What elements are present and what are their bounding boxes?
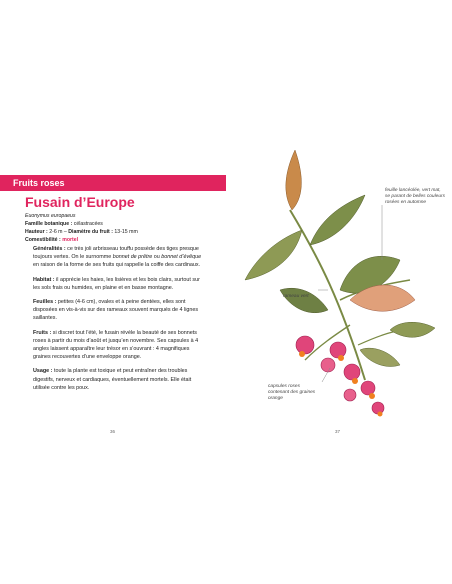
capsule [344,364,360,380]
capsule [330,342,346,358]
general-text: ce très joli arbrisseau touffu possède des tiges presque toujours vertes. On le surnomme [33,246,199,261]
left-leaf [245,230,302,280]
usage-paragraph [33,367,208,392]
diameter-value: 13-15 mm [114,229,138,235]
capsule [321,358,335,372]
top-leaf [286,150,302,210]
fruits-paragraph [33,329,208,362]
inner-leaf [280,288,328,313]
edibility-value: mortel [62,237,79,243]
page-number-left: 36 [110,429,116,434]
latin-name: Euonymus europaeus [25,213,76,219]
annotation-capsules: capsules roses contenant des graines orange [268,384,316,402]
page-number-right: 37 [335,429,341,434]
fruits-text: si discret tout l’été, le fusain révèle la beauté de ses bonnets roses à partir du mois d’août et jusqu’en novembre. Ses capsules à 4 angles laissent apparaître leur trésor en s’ouvrant : 4 magnifiques graines recouvertes d’une enveloppe orange. [33,329,199,361]
size-line [25,228,215,236]
far-right-leaf [390,322,435,337]
general-text-3: en raison de la forme de ses fruits qui rappelle la coiffe des cardinaux. [33,262,201,269]
family-label: Famille botanique : [25,221,73,227]
edibility-line [25,236,215,244]
bottom-leaf [360,348,400,366]
diameter-label: Diamètre du fruit : [68,229,113,235]
fruits-label: Fruits : [33,329,52,336]
seed [378,412,383,417]
habitat-paragraph [33,276,208,292]
usage-text: toute la plante est toxique et peut entraîner des troubles digestifs, nerveux et cardiaques, éventuellement mortels. Elle était utilisée contre les poux. [33,368,192,391]
seed [352,378,358,384]
capsule [296,336,314,354]
leaves-paragraph [33,298,208,323]
section-banner: Fruits roses [0,175,226,191]
habitat-label: Habitat : [33,276,55,283]
leaves-text: petites (4-6 cm), ovales et à peine dentées, elles sont disposées en vis-à-vis sur des rameaux souvent marqués de 4 lignes saillantes. [33,299,199,322]
edibility-label: Comestibilité : [25,237,61,243]
height-label: Hauteur : [25,229,48,235]
capsule [344,389,356,401]
capsule [361,381,375,395]
seed [338,355,344,361]
general-italic-1: bonnet de prêtre [112,254,153,261]
plant-title: Fusain d’Europe [25,194,135,210]
leaves-label: Feuilles : [33,299,57,306]
height-value: 2-6 m – [49,229,67,235]
upper-right-leaf [310,195,365,245]
general-text-2: ou [153,254,160,261]
capsule [372,402,384,414]
general-paragraph [33,245,208,270]
description-body [33,245,208,398]
annotation-branch: rameau vert [283,294,309,299]
usage-label: Usage : [33,368,53,375]
seed [369,393,375,399]
family-line [25,220,215,228]
seed [299,351,305,357]
general-label: Généralités : [33,246,66,252]
plant-meta [25,212,215,244]
annotation-leaf: feuille lancéolée, vert mat, se parant de belles couleurs rosées en automne [385,188,445,206]
family-value: célastracées [73,221,103,227]
habitat-text: il apprécie les haies, les lisières et les bois clairs, surtout sur les sols frais ou humides, en plaine et en basse montagne. [33,276,200,291]
general-italic-2: bonnet d’évêque [161,254,202,261]
